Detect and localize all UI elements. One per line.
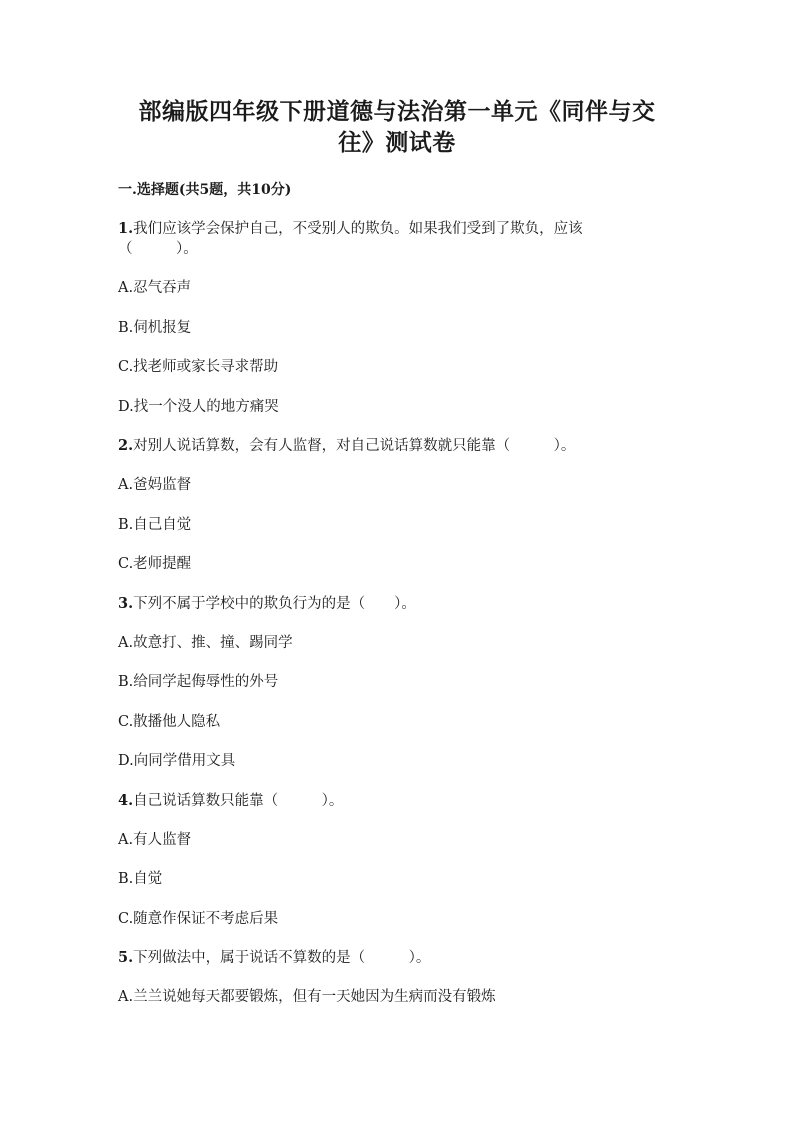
option-2c: C.老师提醒 [118,556,192,572]
option-5a: A.兰兰说她每天都要锻炼，但有一天她因为生病而没有锻炼 [118,989,496,1005]
question-text: 自己说话算数只能靠（ ）。 [133,792,344,809]
question-text: 对别人说话算数，会有人监督，对自己说话算数就只能靠（ ）。 [133,438,576,454]
question-1 [118,219,676,259]
question-2 [118,436,676,456]
section-heading: 一.选择题(共5题，共10分) [118,182,292,198]
title-line-2: 往》测试卷 [338,129,456,156]
option-4a: A.有人监督 [118,831,192,848]
question-number: 3. [118,594,134,612]
option-2b: B.自己自觉 [118,516,192,533]
question-text: 下列不属于学校中的欺负行为的是（ ）。 [133,595,416,612]
question-text-cont: （ ）。 [118,241,198,257]
option-2a: A.爸妈监督 [118,477,192,493]
option-3d: D.向同学借用文具 [118,753,236,769]
option-1c: C.找老师或家长寻求帮助 [118,359,279,375]
option-3c: C.散播他人隐私 [118,713,221,730]
option-1d: D.找一个没人的地方痛哭 [118,398,279,415]
option-3b: B.给同学起侮辱性的外号 [118,674,279,690]
option-4c: C.随意作保证不考虑后果 [118,910,279,927]
option-1b: B.伺机报复 [118,319,192,336]
question-3 [118,594,676,614]
question-number: 2. [118,437,134,454]
question-text: 我们应该学会保护自己，不受别人的欺负。如果我们受到了欺负，应该 [133,221,583,237]
option-1a: A.忍气吞声 [118,280,192,296]
question-number: 5. [118,949,134,966]
question-5 [118,948,676,968]
title-line-1: 部编版四年级下册道德与法治第一单元《同伴与交 [138,98,656,125]
question-text: 下列做法中，属于说话不算数的是（ ）。 [133,950,431,966]
option-3a: A.故意打、推、撞、踢同学 [118,634,293,651]
document-title [118,96,676,158]
question-number: 4. [118,791,134,809]
question-4 [118,791,676,811]
question-number: 1. [118,220,134,237]
option-4b: B.自觉 [118,871,163,887]
